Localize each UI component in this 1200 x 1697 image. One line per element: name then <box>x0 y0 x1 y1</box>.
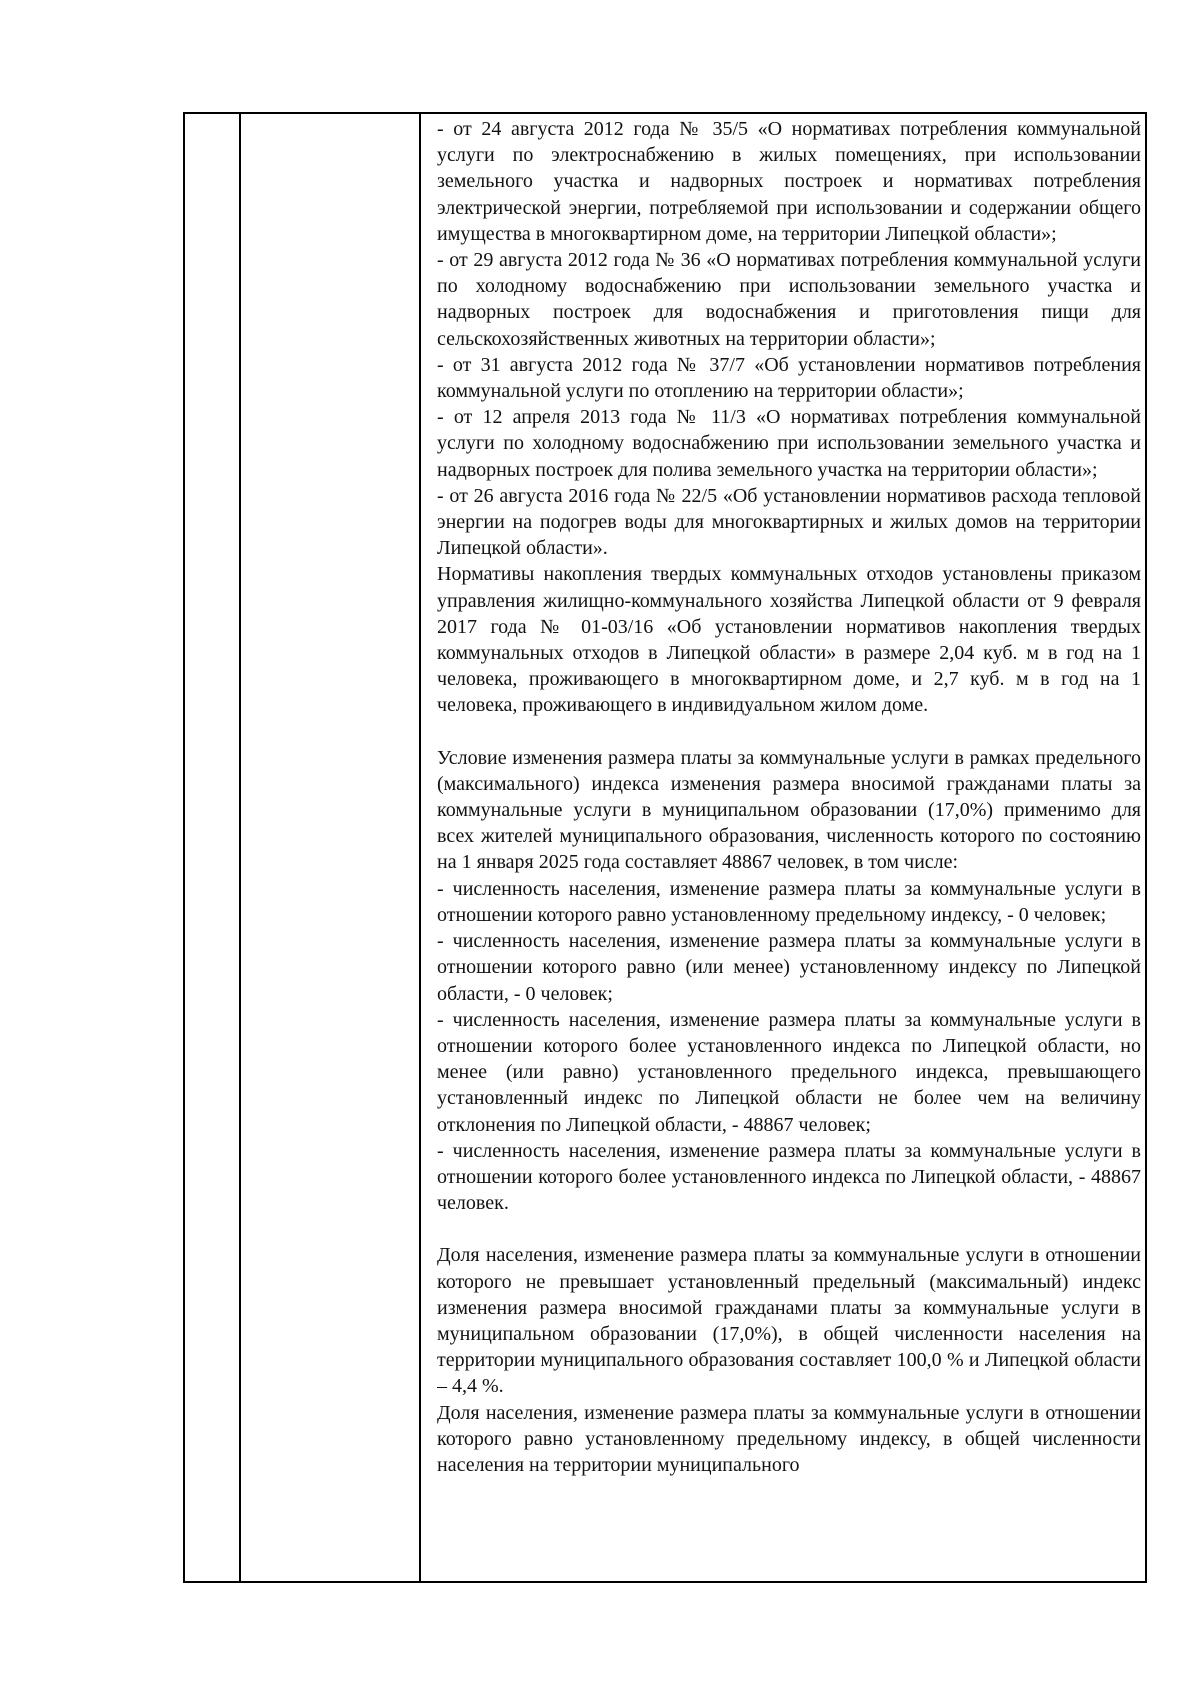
paragraph-resolution-22-5: - от 26 августа 2016 года № 22/5 «Об установлении нормативов расхода тепловой энергии на подогрев воды для многоквартирных и жилых домов на территории Липецкой области». <box>437 484 1141 560</box>
paragraph-population-above-regional: - численность населения, изменение размера платы за коммунальные услуги в отношении которого более установленного индекса по Липецкой области, - 48867 человек. <box>437 1139 1141 1215</box>
paragraph-share-not-exceeding: Доля населения, изменение размера платы за коммунальные услуги в отношении которого не превышает установленный предельный (максимальный) индекс изменения размера вносимой гражданами платы за коммунальные услуги в муниципальном образовании (17,0%), в общей численности населения на территории муниципального образования составляет 100,0 % и Липецкой области – 4,4 %. <box>437 1244 1141 1398</box>
paragraph-index-condition: Условие изменения размера платы за коммунальные услуги в рамках предельного (максимального) индекса изменения размера вносимой гражданами платы за коммунальные услуги в муниципальном образовании (17,0%) применимо для всех жителей муниципального образования, численность которого по состоянию на 1 января 2025 года составляет 48867 человек, в том числе: <box>437 746 1141 874</box>
table-column-divider-1 <box>239 114 241 1581</box>
paragraph-share-equal-limit: Доля населения, изменение размера платы за коммунальные услуги в отношении которого равно установленному предельному индексу, в общей численности населения на территории муниципального <box>437 1401 1141 1476</box>
paragraph-resolution-36: - от 29 августа 2012 года № 36 «О нормативах потребления коммунальной услуги по холодному водоснабжению при использовании земельного участка и надворных построек для водоснабжения и приготовления пищи для сельскохозяйственных животных на территории области»; <box>437 249 1141 350</box>
paragraph-resolution-37-7: - от 31 августа 2012 года № 37/7 «Об установлении нормативов потребления коммунальной услуги по отоплению на территории области»; <box>437 353 1141 403</box>
paragraph-population-regional-index: - численность населения, изменение размера платы за коммунальные услуги в отношении которого равно (или менее) установленному индексу по Липецкой области, - 0 человек; <box>437 930 1141 1005</box>
paragraph-resolution-35-5: - от 24 августа 2012 года № 35/5 «О нормативах потребления коммунальной услуги по электроснабжению в жилых помещениях, при использовании земельного участка и надворных построек и нормативах потребления электрической энергии, потребляемой при использовании и содержании общего имущества в многоквартирном доме, на территории Липецкой области»; <box>437 118 1141 245</box>
table-content-cell <box>437 116 1141 1581</box>
paragraph-population-equal-limit: - численность населения, изменение размера платы за коммунальные услуги в отношении которого равно установленному предельному индексу, - 0 человек; <box>437 877 1141 926</box>
table-frame <box>183 112 1147 1583</box>
paragraph-population-deviation: - численность населения, изменение размера платы за коммунальные услуги в отношении которого более установленного индекса по Липецкой области, но менее (или равно) установленного предельного индекса, превышающего установленный индекс по Липецкой области не более чем на величину отклонения по Липецкой области, - 48867 человек; <box>437 1008 1141 1136</box>
table-column-divider-2 <box>419 114 421 1581</box>
paragraph-waste-norms: Нормативы накопления твердых коммунальных отходов установлены приказом управления жилищно-коммунального хозяйства Липецкой области от 9 февраля 2017 года № 01-03/16 «Об установлении нормативов накопления твердых коммунальных отходов в Липецкой области» в размере 2,04 куб. м в год на 1 человека, проживающего в многоквартирном доме, и 2,7 куб. м в год на 1 человека, проживающего в индивидуальном жилом доме. <box>437 563 1141 717</box>
paragraph-resolution-11-3: - от 12 апреля 2013 года № 11/3 «О нормативах потребления коммунальной услуги по холодному водоснабжению при использовании земельного участка и надворных построек для полива земельного участка на территории области»; <box>437 406 1141 481</box>
